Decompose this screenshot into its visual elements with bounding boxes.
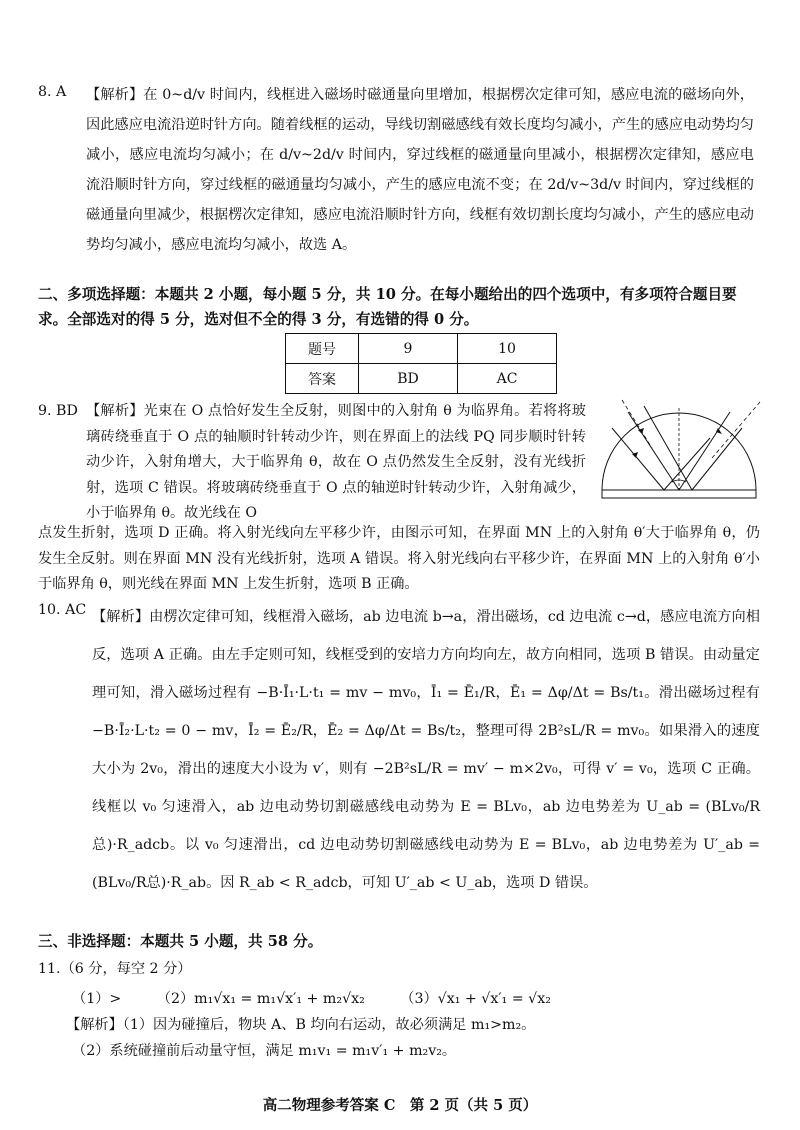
- q11-explanation-2: （2）系统碰撞前后动量守恒，满足 m₁v₁ = m₁v′₁ + m₂v₂。: [72, 1043, 457, 1059]
- table-cell: BD: [359, 364, 458, 394]
- q10-explanation: 【解析】由楞次定律可知，线框滑入磁场，ab 边电流 b→a，滑出磁场，cd 边电流 c→d，感应电流方向相反，选项 A 正确。由左手定则可知，线框受到的安培力方向均向左，故方向相同，选项 B 错误。由动量定理可知，滑入磁场过程有 −B·Ī₁·L·t₁ = mv − mv₀，Ī₁ = Ē₁/R，Ē₁ = Δφ/Δt = Bs/t₁。滑出磁场过程有 −B·Ī₂·L·t₂ = 0 − mv，Ī₂ = Ē₂/R，Ē₂ = Δφ/Δt = Bs/t₂，整理可得 2B²sL/R = mv₀。如果滑入的速度大小为 2v₀，滑出的速度大小设为 v′，则有 −2B²sL/R = mv′ − m×2v₀，可得 v′ = v₀，选项 C 正确。线框以 v₀ 匀速滑入，ab 边电动势切割磁感线电动势为 E = BLv₀，ab 边电势差为 U_ab = (BLv₀/R总)·R_adcb。以 v₀ 匀速滑出，cd 边电动势切割磁感线电动势为 E = BLv₀，ab 边电势差为 U′_ab = (BLv₀/R总)·R_ab。因 R_ab < R_adcb，可知 U′_ab < U_ab，选项 D 错误。: [92, 609, 760, 891]
- table-cell: 9: [359, 334, 458, 364]
- page-footer: 高二物理参考答案 C 第 2 页（共 5 页）: [262, 1097, 538, 1114]
- answer-table: [285, 333, 557, 394]
- q11-answers: （1）> （2）m₁√x₁ = m₁√x′₁ + m₂√x₂ （3）√x₁ + √x′₁ = √x₂: [72, 991, 551, 1007]
- table-cell: 答案: [286, 364, 359, 394]
- semicircle-glass-diagram: [592, 398, 768, 502]
- table-cell: 10: [458, 334, 557, 364]
- q10-label: 10. AC: [38, 602, 87, 618]
- q8-label: 8. A: [38, 84, 67, 100]
- table-cell: AC: [458, 364, 557, 394]
- q11-explanation-1: 【解析】（1）因为碰撞后，物块 A、B 均向右运动，故必须满足 m₁>m₂。: [66, 1017, 536, 1033]
- table-cell: 题号: [286, 334, 359, 364]
- q9-explanation-part2: 点发生折射，选项 D 正确。将入射光线向左平移少许，由图示可知，在界面 MN 上的入射角 θ′大于临界角 θ，仍发生全反射。则在界面 MN 没有光线折射，选项 A 错误。将入射光线向右平移少许，在界面 MN 上的入射角 θ′小于临界角 θ，则光线在界面 MN 上发生折射，选项 B 正确。: [38, 525, 760, 592]
- q9-explanation-part1: 【解析】光束在 O 点恰好发生全反射，则图中的入射角 θ 为临界角。若将将玻璃砖绕垂直于 O 点的轴顺时针转动少许，则在界面上的法线 PQ 同步顺时针转动少许，入射角增大，大于临界角 θ，故在 O 点仍然发生全反射，没有光线折射，选项 C 错误。将玻璃砖绕垂直于 O 点的轴逆时针转动少许，入射角减少，小于临界角 θ。故光线在 O: [86, 403, 586, 521]
- table-row: [286, 364, 557, 394]
- q9-label: 9. BD: [38, 403, 78, 419]
- q8-explanation: 【解析】在 0~d/v 时间内，线框进入磁场时磁通量向里增加，根据楞次定律可知，感应电流的磁场向外，因此感应电流沿逆时针方向。随着线框的运动，导线切割磁感线有效长度均匀减小，产生的感应电动势均匀减小，感应电流均匀减小；在 d/v~2d/v 时间内，穿过线框的磁通量向里减小，根据楞次定律知，感应电流沿顺时针方向，穿过线框的磁通量均匀减小，产生的感应电流不变；在 2d/v~3d/v 时间内，穿过线框的磁通量向里减少，根据楞次定律知，感应电流沿顺时针方向，线框有效切割长度均匀减小，产生的感应电动势均匀减小，感应电流均匀减小，故选 A。: [86, 87, 754, 253]
- section3-heading: 三、非选择题：本题共 5 小题，共 58 分。: [38, 933, 323, 950]
- table-row: [286, 334, 557, 364]
- q11-label: 11.（6 分，每空 2 分）: [38, 961, 192, 977]
- section2-heading: 二、多项选择题：本题共 2 小题，每小题 5 分，共 10 分。在每小题给出的四个选项中，有多项符合题目要求。全部选对的得 5 分，选对但不全的得 3 分，有选错的得 0 分。: [38, 286, 737, 328]
